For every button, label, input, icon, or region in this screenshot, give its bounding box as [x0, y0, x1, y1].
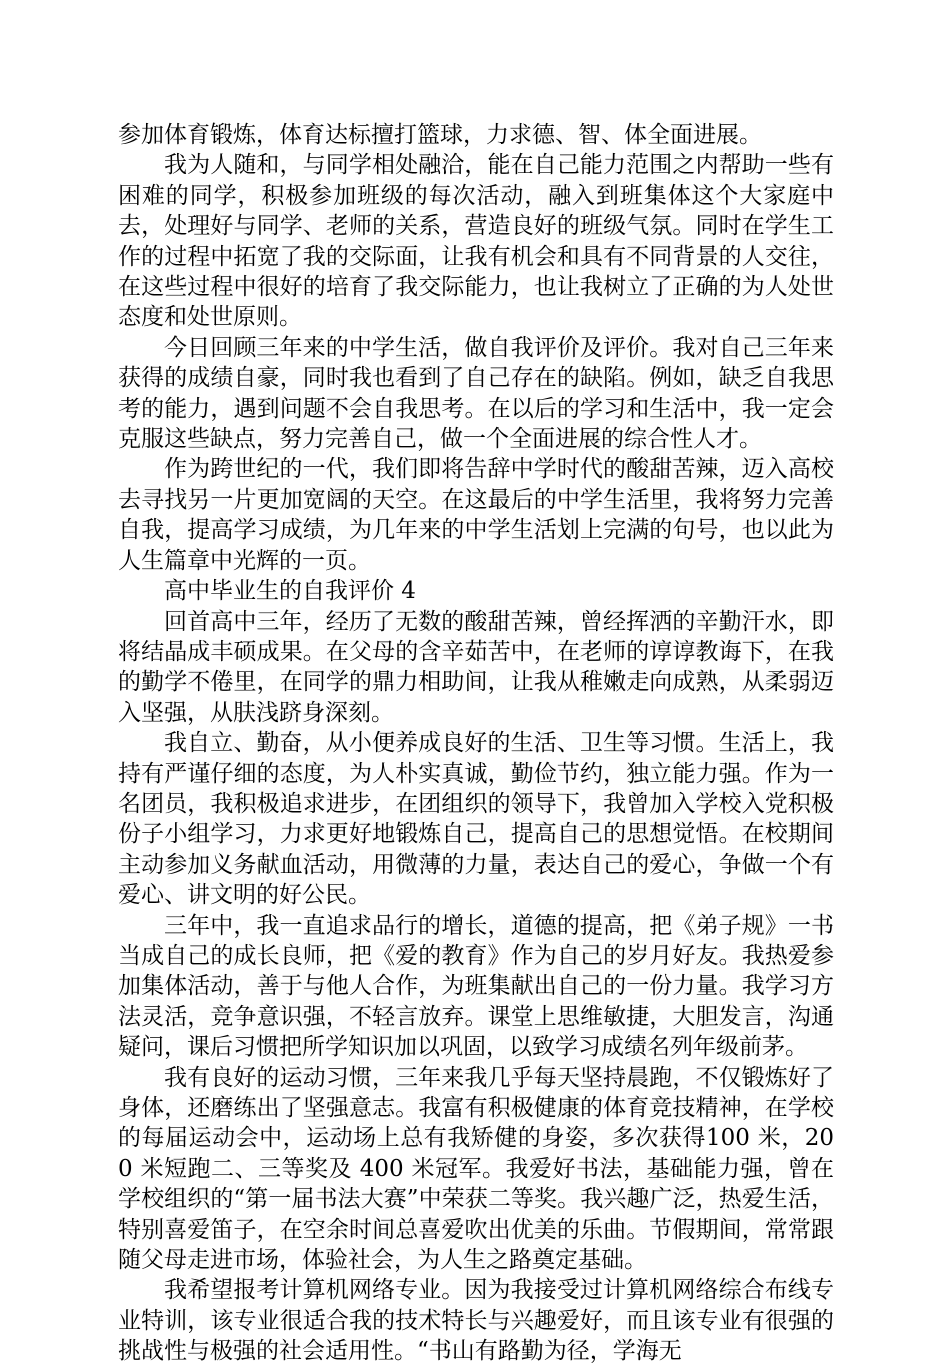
paragraph-8: 我有良好的运动习惯，三年来我几乎每天坚持晨跑，不仅锻炼好了身体，还磨练出了坚强意志。我富有积极健康的体育竞技精神，在学校的每届运动会中，运动场上总有我矫健的身姿，多次获得100 米，200 米短跑二、三等奖及 400 米冠军。我爱好书法，基础能力强，曾在学校组织的“第一届书法大赛”中荣获二等奖。我兴趣广泛，热爱生活，特别喜爱笛子，在空余时间总喜爱吹出优美的乐曲。节假期间，常常跟随父母走进市场，体验社会，为人生之路奠定基础。 [118, 1064, 834, 1274]
paragraph-7: 三年中，我一直追求品行的增长，道德的提高，把《弟子规》一书当成自己的成长良师，把《爱的教育》作为自己的岁月好友。我热爱参加集体活动，善于与他人合作，为班集献出自己的一份力量。我学习方法灵活，竞争意识强，不轻言放弃。课堂上思维敏捷，大胆发言，沟通疑问，课后习惯把所学知识加以巩固，以致学习成绩名列年级前茅。 [118, 912, 834, 1061]
paragraph-1: 参加体育锻炼，体育达标擅打篮球，力求德、智、体全面进展。 [118, 122, 762, 148]
document-body [118, 120, 834, 1367]
section-heading: 高中毕业生的自我评价 4 [164, 578, 416, 605]
paragraph-5: 回首高中三年，经历了无数的酸甜苦辣，曾经挥洒的辛勤汗水，即将结晶成丰硕成果。在父母的含辛茹苦中，在老师的谆谆教诲下，在我的勤学不倦里，在同学的鼎力相助间，让我从稚嫩走向成熟，从柔弱迈入坚强，从肤浅跻身深刻。 [118, 608, 834, 726]
paragraph-6: 我自立、勤奋，从小便养成良好的生活、卫生等习惯。生活上，我持有严谨仔细的态度，为人朴实真诚，勤俭节约，独立能力强。作为一名团员，我积极追求进步，在团组织的领导下，我曾加入学校入党积极份子小组学习，力求更好地锻炼自己，提高自己的思想觉悟。在校期间主动参加义务献血活动，用微薄的力量，表达自己的爱心，争做一个有爱心、讲文明的好公民。 [118, 730, 834, 909]
paragraph-2: 我为人随和，与同学相处融洽，能在自己能力范围之内帮助一些有困难的同学，积极参加班级的每次活动，融入到班集体这个大家庭中去，处理好与同学、老师的关系，营造良好的班级气氛。同时在学生工作的过程中拓宽了我的交际面，让我有机会和具有不同背景的人交往，在这些过程中很好的培育了我交际能力，也让我树立了正确的为人处世态度和处世原则。 [118, 152, 834, 331]
paragraph-4: 作为跨世纪的一代，我们即将告辞中学时代的酸甜苦辣，迈入高校去寻找另一片更加宽阔的天空。在这最后的中学生活里，我将努力完善自我，提高学习成绩，为几年来的中学生活划上完满的句号，也以此为人生篇章中光辉的一页。 [118, 456, 834, 574]
paragraph-9: 我希望报考计算机网络专业。因为我接受过计算机网络综合布线专业特训，该专业很适合我的技术特长与兴趣爱好，而且该专业有很强的挑战性与极强的社会适用性。“书山有路勤为径，学海无 [118, 1277, 834, 1365]
paragraph-3: 今日回顾三年来的中学生活，做自我评价及评价。我对自己三年来获得的成绩自豪，同时我也看到了自己存在的缺陷。例如，缺乏自我思考的能力，遇到问题不会自我思考。在以后的学习和生活中，我一定会克服这些缺点，努力完善自己，做一个全面进展的综合性人才。 [118, 334, 834, 453]
